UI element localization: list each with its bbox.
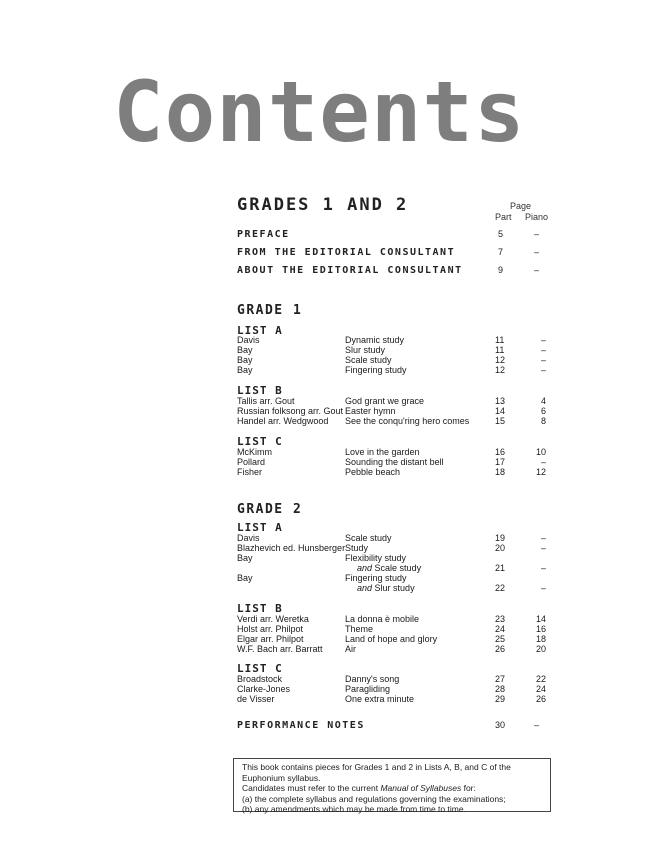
piano-page: –	[540, 335, 546, 345]
piano-page: 16	[535, 624, 546, 634]
part-page: 13	[495, 396, 506, 406]
grade-1-list-b-heading: LIST B	[237, 384, 283, 397]
list-item	[237, 694, 557, 705]
piano-page: 10	[535, 447, 546, 457]
piano-page: –	[540, 563, 546, 573]
composer: Handel arr. Wedgwood	[237, 416, 329, 426]
piano-page: –	[540, 365, 546, 375]
list-item	[237, 644, 557, 655]
piece-title: Love in the garden	[345, 447, 420, 457]
piece-title: God grant we grace	[345, 396, 425, 406]
piece-title: Fingering study	[345, 573, 407, 583]
part-page: 16	[495, 447, 506, 457]
composer: Bay	[237, 365, 253, 375]
composer: Holst arr. Philpot	[237, 624, 304, 634]
about-consultant-piano: –	[534, 265, 540, 275]
piano-page: –	[540, 533, 546, 543]
column-piano-header: Piano	[525, 212, 549, 222]
syllabus-note-box	[233, 758, 551, 812]
grade-1-list-a-heading: LIST A	[237, 324, 283, 337]
composer: de Visser	[237, 694, 275, 704]
column-page-header: Page	[510, 201, 532, 211]
piece-title: Air	[345, 644, 356, 654]
composer: Russian folksong arr. Gout	[237, 406, 344, 416]
piano-page: –	[540, 345, 546, 355]
piano-page: –	[540, 355, 546, 365]
piano-page: 20	[535, 644, 546, 654]
piano-page: –	[540, 583, 546, 593]
grade-2-list-c-heading: LIST C	[237, 662, 283, 675]
composer: Fisher	[237, 467, 263, 477]
piece-title: Theme	[345, 624, 374, 634]
editorial-consultant-entry: FROM THE EDITORIAL CONSULTANT	[237, 247, 456, 258]
part-page: 20	[495, 543, 506, 553]
part-page: 22	[495, 583, 506, 593]
part-page: 21	[495, 563, 506, 573]
part-page: 26	[495, 644, 506, 654]
composer: Broadstock	[237, 674, 283, 684]
note-line: Candidates must refer to the current Manual of Syllabuses for:	[242, 783, 476, 793]
preface-entry: PREFACE	[237, 229, 290, 240]
piece-title: Dynamic study	[345, 335, 405, 345]
note-line: This book contains pieces for Grades 1 and 2 in Lists A, B, and C of the	[242, 762, 511, 772]
performance-notes-piano: –	[534, 720, 540, 730]
about-consultant-entry: ABOUT THE EDITORIAL CONSULTANT	[237, 265, 463, 276]
piece-title: Slur study	[345, 345, 386, 355]
grade-2-list-b-heading: LIST B	[237, 602, 283, 615]
piece-title: Pebble beach	[345, 467, 401, 477]
grade-2-list-a-heading: LIST A	[237, 521, 283, 534]
composer: Davis	[237, 533, 260, 543]
part-page: 23	[495, 614, 506, 624]
part-page: 28	[495, 684, 506, 694]
composer: Blazhevich ed. Hunsberger	[237, 543, 346, 553]
piece-title: Study	[345, 543, 369, 553]
editorial-consultant-part: 7	[498, 247, 504, 257]
list-item	[237, 365, 557, 376]
piece-title: Scale study	[374, 563, 422, 573]
piece-title: La donna è mobile	[345, 614, 420, 624]
piece-title: Flexibility study	[345, 553, 407, 563]
piano-page: 22	[535, 674, 546, 684]
composer: Bay	[237, 355, 253, 365]
piano-page: 12	[535, 467, 546, 477]
composer: W.F. Bach arr. Barratt	[237, 644, 323, 654]
composer: Clarke-Jones	[237, 684, 291, 694]
part-page: 17	[495, 457, 506, 467]
part-page: 18	[495, 467, 506, 477]
part-page: 12	[495, 355, 506, 365]
part-page: 12	[495, 365, 506, 375]
page-title: Contents	[113, 63, 526, 161]
piano-page: 26	[535, 694, 546, 704]
manual-title: Manual of Syllabuses	[380, 783, 462, 793]
piece-title: Scale study	[345, 355, 392, 365]
editorial-consultant-piano: –	[534, 247, 540, 257]
composer: Elgar arr. Philpot	[237, 634, 304, 644]
piano-page: 6	[540, 406, 546, 416]
part-page: 19	[495, 533, 506, 543]
piece-title: Paragliding	[345, 684, 391, 694]
piano-page: 24	[535, 684, 546, 694]
preface-part: 5	[498, 229, 504, 239]
note-line: Euphonium syllabus.	[242, 772, 321, 783]
part-page: 15	[495, 416, 506, 426]
grade-2-heading: GRADE 2	[237, 502, 303, 517]
part-page: 27	[495, 674, 506, 684]
piano-page: –	[540, 543, 546, 553]
composer: Bay	[237, 573, 253, 583]
piece-title: Slur study	[374, 583, 415, 593]
piece-title: Land of hope and glory	[345, 634, 438, 644]
and-connector: and Slur study	[357, 583, 415, 593]
composer: McKimm	[237, 447, 272, 457]
column-part-header: Part	[495, 212, 512, 222]
composer: Tallis arr. Gout	[237, 396, 295, 406]
part-page: 25	[495, 634, 506, 644]
performance-notes-part: 30	[495, 720, 506, 730]
composer: Bay	[237, 345, 253, 355]
part-page: 29	[495, 694, 506, 704]
piano-page: 4	[540, 396, 546, 406]
grade-1-heading: GRADE 1	[237, 303, 303, 318]
list-item	[237, 467, 557, 478]
piece-title: One extra minute	[345, 694, 415, 704]
and-connector: and Scale study	[357, 563, 422, 573]
piece-title: See the conqu'ring hero comes	[345, 416, 470, 426]
piano-page: 8	[540, 416, 546, 426]
piano-page: 18	[535, 634, 546, 644]
part-page: 24	[495, 624, 506, 634]
composer: Pollard	[237, 457, 266, 467]
composer: Davis	[237, 335, 260, 345]
grade-1-list-c-heading: LIST C	[237, 435, 283, 448]
about-consultant-part: 9	[498, 265, 504, 275]
preface-piano: –	[534, 229, 540, 239]
note-line: (a) the complete syllabus and regulations governing the examinations;	[242, 793, 506, 804]
piece-title: Fingering study	[345, 365, 407, 375]
note-line: (b) any amendments which may be made from time to time.	[242, 804, 466, 814]
piece-title: Scale study	[345, 533, 392, 543]
composer: Verdi arr. Weretka	[237, 614, 309, 624]
piano-page: 14	[535, 614, 546, 624]
grades-heading: GRADES 1 AND 2	[237, 195, 409, 215]
piece-title: Danny's song	[345, 674, 400, 684]
part-page: 11	[495, 335, 505, 345]
performance-notes-entry: PERFORMANCE NOTES	[237, 720, 365, 731]
list-item	[237, 416, 557, 427]
piece-title: Easter hymn	[345, 406, 396, 416]
piano-page: –	[540, 457, 546, 467]
piece-title: Sounding the distant bell	[345, 457, 444, 467]
list-item-continuation	[237, 583, 557, 594]
composer: Bay	[237, 553, 253, 563]
part-page: 14	[495, 406, 506, 416]
part-page: 11	[495, 345, 505, 355]
